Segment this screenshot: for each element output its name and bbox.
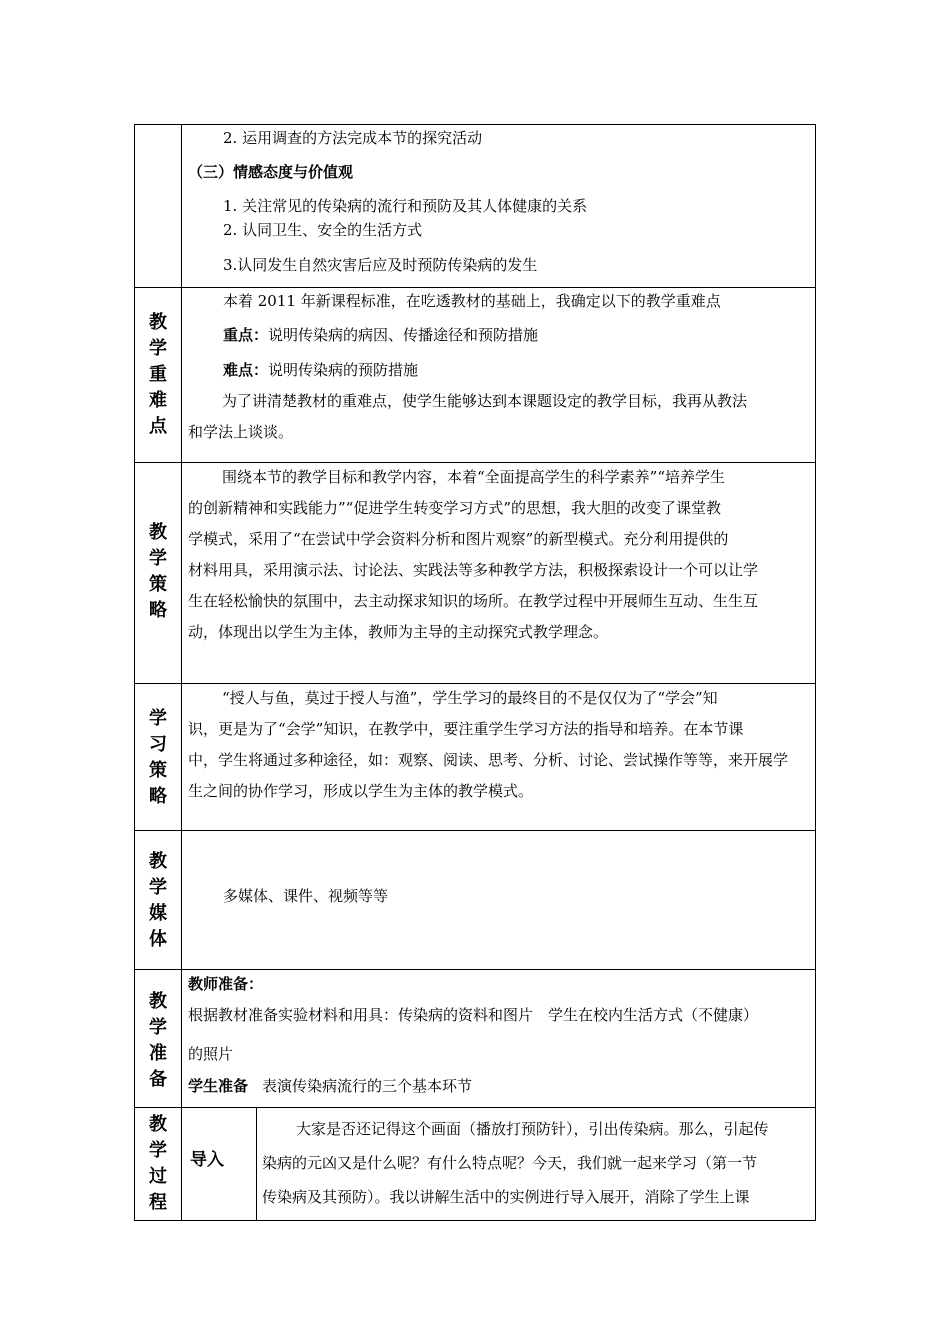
label-column-divider: [181, 124, 182, 1221]
row-label-learning-strategy: 学 习 策 略: [149, 708, 167, 807]
objective-attitude-3: 3.认同发生自然灾害后应及时预防传染病的发生: [223, 256, 538, 274]
objective-attitude-2: 2. 认同卫生、安全的生活方式: [223, 221, 423, 239]
student-prep-line: [188, 1077, 472, 1095]
difficulty-text: 说明传染病的预防措施: [268, 361, 419, 379]
row-label-media: 教 学 媒 体: [149, 851, 167, 950]
row-label-process: 教 学 过 程: [149, 1114, 167, 1213]
intro-text: 大家是否还记得这个画面（播放打预防针），引出传染病。那么，引起传 染病的元凶又是什么呢？有什么特点呢？今天，我们就一起来学习（第一节 传染病及其预防）。我以讲解生活中的实例进行导入展开，消除了学生上课: [262, 1120, 769, 1206]
objective-attitude-1: 1. 关注常见的传染病的流行和预防及其人体健康的关系: [223, 197, 588, 215]
teacher-prep-line-2: 的照片: [188, 1045, 234, 1063]
row-divider: [134, 830, 816, 831]
focus-text: 说明传染病的病因、传播途径和预防措施: [268, 326, 539, 344]
student-prep-label: 学生准备: [188, 1077, 249, 1095]
key-points-closing: 为了讲清楚教材的重难点，使学生能够达到本课题设定的教学目标，我再从教法 和学法上谈谈。: [188, 392, 748, 441]
teaching-strategy-text: 围绕本节的教学目标和教学内容，本着“全面提高学生的科学素养”“培养学生 的创新精神和实践能力”“促进学生转变学习方式”的思想，我大胆的改变了课堂教 学模式，采用了“在尝试中学会资料分析和图片观察”的新型模式。充分利用提供的 材料用具，采用演示法、讨论法、实践法等多种教学方法，积极探索设计一个可以让学 生在轻松愉快的氛围中，去主动探求知识的场所。在教学过程中开展师生互动、生生互 动，体现出以学生为主体，教师为主导的主动探究式教学理念。: [188, 468, 759, 641]
learning-strategy-text: “授人与鱼，莫过于授人与渔”，学生学习的最终目的不是仅仅为了“学会”知 识，更是为了“会学”知识，在教学中，要注重学生学习方法的指导和培养。在本节课 中，学生将通过多种途径，如：观察、阅读、思考、分析、讨论、尝试操作等等，来开展学 生之间的协作学习，形成以学生为主体的教学模式。: [188, 689, 789, 800]
section-heading-attitude: （三）情感态度与价值观: [188, 163, 354, 181]
teacher-prep-line-1: 根据教材准备实验材料和用具：传染病的资料和图片 学生在校内生活方式（不健康）: [188, 1006, 759, 1024]
row-divider: [134, 969, 816, 970]
media-text: 多媒体、课件、视频等等: [223, 887, 389, 905]
key-points-intro: 本着 2011 年新课程标准，在吃透教材的基础上，我确定以下的教学重难点: [223, 292, 721, 310]
stage-label-intro: 导入: [190, 1150, 224, 1170]
row-divider: [134, 287, 816, 288]
objective-skill-2: 2. 运用调查的方法完成本节的探究活动: [223, 129, 483, 147]
focus-line: [223, 326, 538, 344]
stage-column-divider: [256, 1107, 257, 1221]
row-label-key-points: 教 学 重 难 点: [149, 312, 167, 437]
row-divider: [134, 1107, 816, 1108]
row-label-preparation: 教 学 准 备: [149, 991, 167, 1090]
difficulty-line: [223, 361, 418, 379]
difficulty-label: 难点：: [223, 361, 269, 379]
focus-label: 重点：: [223, 326, 269, 344]
teacher-prep-label: 教师准备：: [188, 975, 264, 993]
row-label-teaching-strategy: 教 学 策 略: [149, 522, 167, 621]
student-prep-text: 表演传染病流行的三个基本环节: [262, 1077, 473, 1095]
lesson-plan-table: [134, 124, 816, 1221]
